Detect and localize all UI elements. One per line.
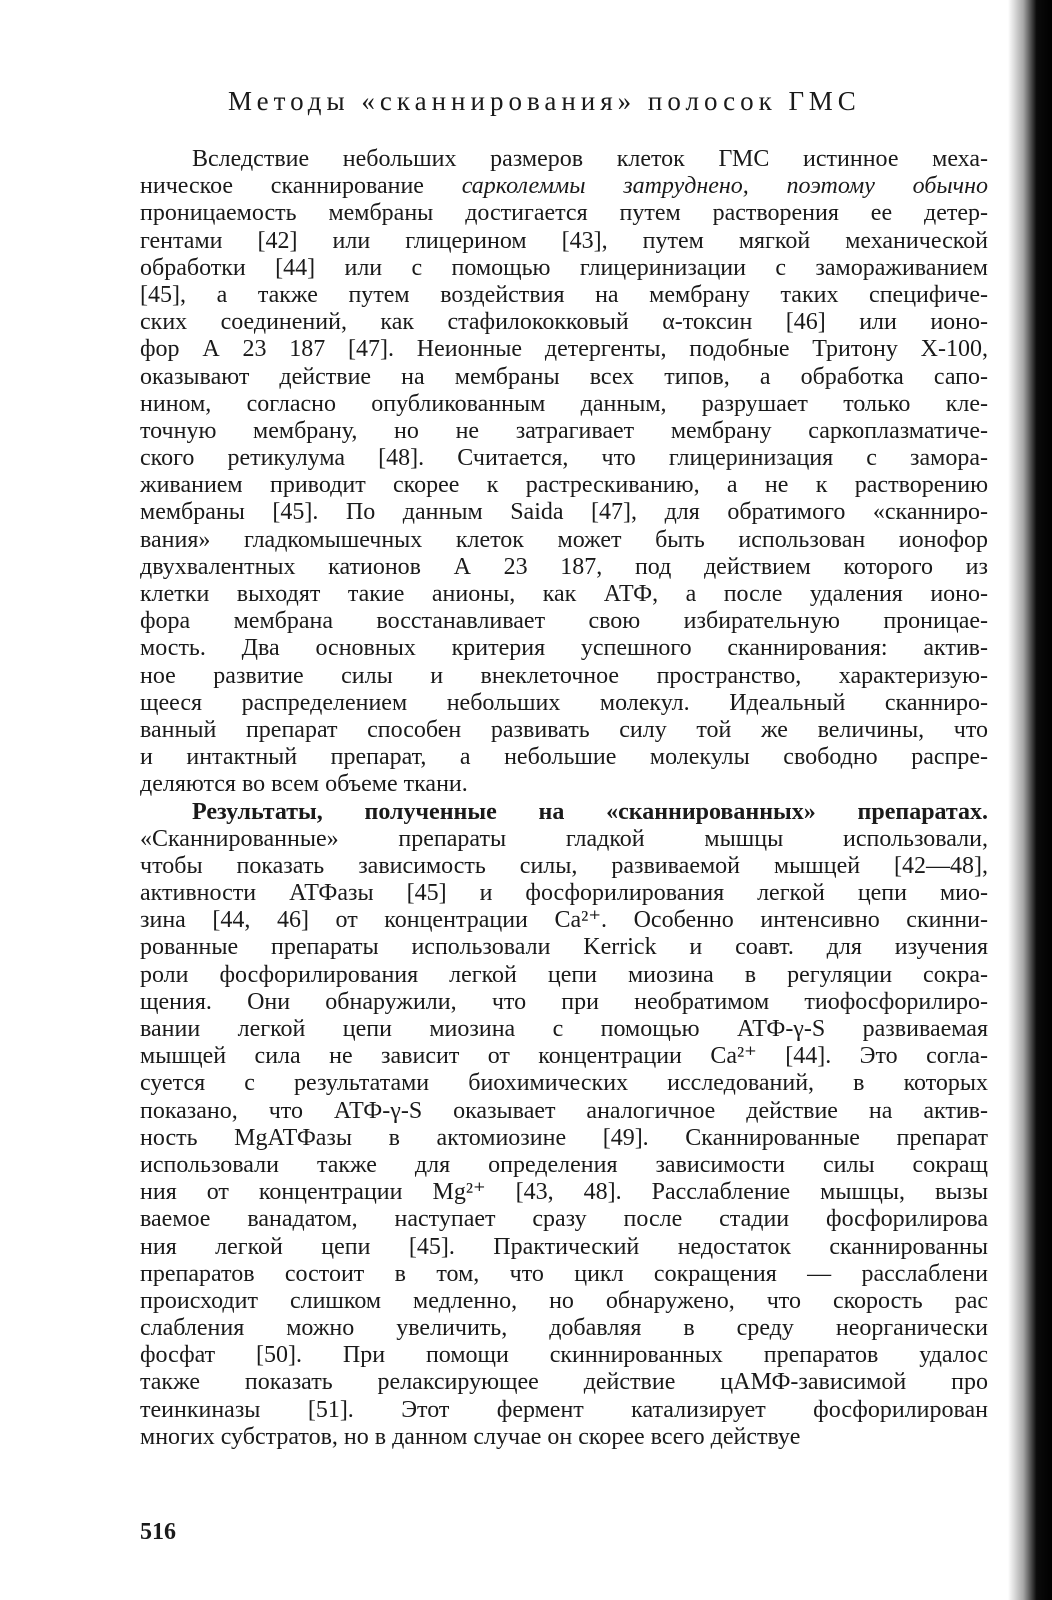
text-line: мембраны [45]. По данным Saida [47], для обратимого «сканниро- [140, 499, 988, 526]
text-line: ническое сканнирование сарколеммы затруднено, поэтому обычно [140, 173, 989, 200]
text-line: фосфат [50]. При помощи скиннированных препаратов удалос [140, 1342, 988, 1369]
text-line: слабления можно увеличить, добавляя в среду неорганически [140, 1315, 988, 1342]
text-line: многих субстратов, но в данном случае он скорее всего действуе [140, 1423, 801, 1450]
text-line: нином, согласно опубликованным данным, разрушает только кле- [140, 390, 988, 417]
text-line: зина [44, 46] от концентрации Са²⁺. Особенно интенсивно скинни- [140, 907, 988, 934]
text-line: точную мембрану, но не затрагивает мембрану саркоплазматиче- [140, 417, 988, 444]
text-line: ность MgАТФазы в актомиозине [49]. Сканнированные препарат [140, 1124, 988, 1151]
text-line [140, 799, 988, 826]
text-line: теинкиназы [51]. Этот фермент катализирует фосфорилирован [140, 1396, 988, 1423]
text-line: роли фосфорилирования легкой цепи миозина в регуляции сокра- [140, 961, 988, 988]
text-line: щения. Они обнаружили, что при необратимом тиофосфорилиро- [140, 988, 988, 1015]
text-line: ваемое ванадатом, наступает сразу после стадии фосфорилирова [140, 1206, 988, 1233]
text-line: клетки выходят такие анионы, как АТФ, а после удаления ионо- [140, 581, 988, 607]
body-text [140, 146, 988, 1451]
text-line: также показать релаксирующее действие цАМФ-зависимой про [140, 1369, 988, 1396]
text-line: ния от концентрации Mg²⁺ [43, 48]. Расслабление мышцы, вызы [140, 1179, 988, 1206]
text-line: и интактный препарат, а небольшие молекулы свободно распре- [140, 744, 988, 771]
text-line: ния легкой цепи [45]. Практический недостаток сканнированны [140, 1233, 988, 1260]
text-line: рованные препараты использовали Kerrick и соавт. для изучения [140, 934, 988, 961]
text-line: проницаемость мембраны достигается путем растворения ее детер- [140, 200, 988, 227]
text-line: фор А 23 187 [47]. Неионные детергенты, подобные Тритону Х-100, [140, 336, 988, 363]
text-line: чтобы показать зависимость силы, развиваемой мышцей [42—48], [140, 852, 988, 879]
text-line: щееся распределением небольших молекул. Идеальный сканниро- [140, 689, 988, 716]
text-line: «Сканнированные» препараты гладкой мышцы использовали, [140, 825, 988, 852]
text-line: препаратов состоит в том, что цикл сокращения — расслаблени [140, 1260, 988, 1287]
text-line: фора мембрана восстанавливает свою избирательную проницае- [140, 608, 988, 635]
run-in-heading: Результаты, полученные на «сканнированных» препаратах. [192, 798, 988, 825]
page-number: 516 [140, 1519, 176, 1545]
section-heading: Методы «сканнирования» полосок ГМС [228, 86, 861, 116]
text-line: вании легкой цепи миозина с помощью АТФ-γ-S развиваемая [140, 1016, 988, 1042]
text-line: ских соединений, как стафилококковый α-токсин [46] или ионо- [140, 309, 988, 336]
text-line: суется с результатами биохимических исследований, в которых [140, 1070, 988, 1097]
text-line: живанием приводит скорее к растрескиванию, а не к растворению [140, 472, 988, 499]
text-line: обработки [44] или с помощью глицеринизации с замораживанием [140, 254, 988, 281]
text-line: гентами [42] или глицерином [43], путем мягкой механической [140, 227, 988, 254]
italic-emphasis: сарколеммы затруднено, поэтому обычно [461, 173, 989, 200]
book-spine-shadow [1008, 0, 1052, 1600]
text-line: использовали также для определения зависимости силы сокращ [140, 1151, 988, 1178]
text-line: деляются во всем объеме ткани. [140, 771, 468, 798]
text-line: активности АТФазы [45] и фосфорилирования легкой цепи мио- [140, 880, 988, 907]
text-line: ванный препарат способен развивать силу той же величины, что [140, 716, 988, 743]
text-line: ского ретикулума [48]. Считается, что глицеринизация с замора- [140, 445, 988, 472]
text-line: Вследствие небольших размеров клеток ГМС истинное меха- [192, 146, 988, 172]
text-line: вания» гладкомышечных клеток может быть использован ионофор [140, 526, 988, 553]
text-line: мышцей сила не зависит от концентрации Са²⁺ [44]. Это согла- [140, 1043, 988, 1070]
text-line: оказывают действие на мембраны всех типов, а обработка сапо- [140, 363, 988, 390]
text-line: [45], а также путем воздействия на мембрану таких специфиче- [140, 281, 988, 308]
text-line: мость. Два основных критерия успешного сканнирования: актив- [140, 635, 988, 662]
text-line: происходит слишком медленно, но обнаружено, что скорость рас [140, 1287, 988, 1314]
text-line: показано, что АТФ-γ-S оказывает аналогичное действие на актив- [140, 1097, 988, 1124]
text-line: ное развитие силы и внеклеточное пространство, характеризую- [140, 662, 988, 689]
text-line: двухвалентных катионов А 23 187, под действием которого из [140, 553, 988, 580]
